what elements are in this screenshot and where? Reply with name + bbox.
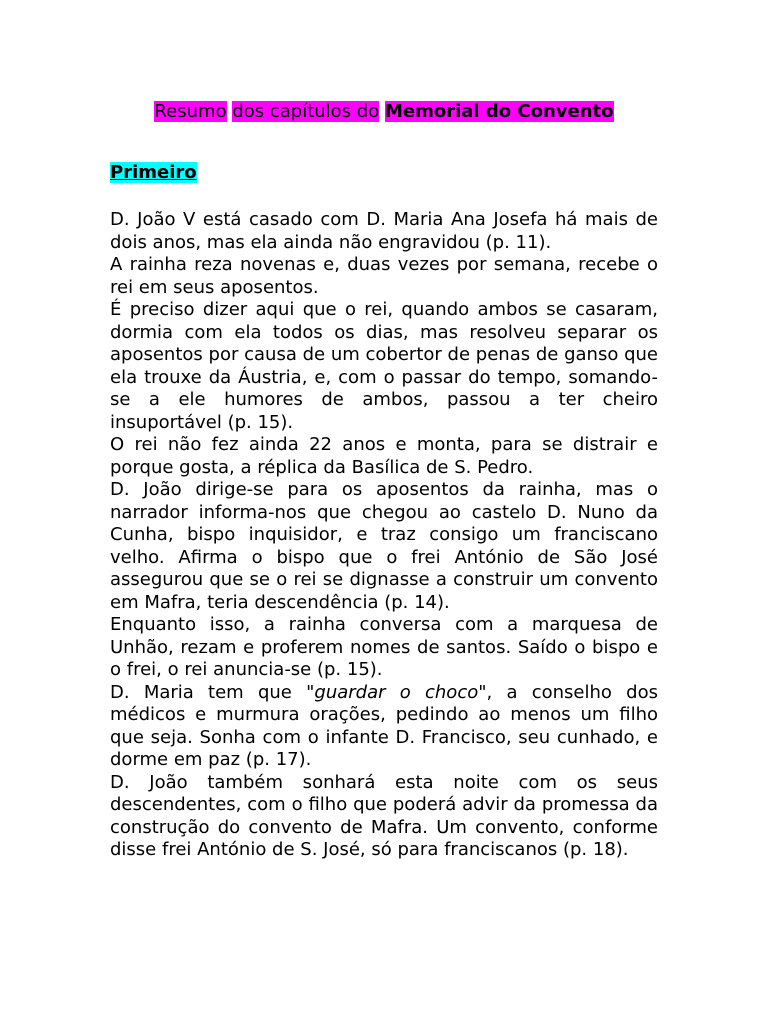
paragraph-4: O rei não fez ainda 22 anos e monta, para se distrair e porque gosta, a réplica da Basílica de S. Pedro. [110, 434, 658, 478]
paragraph-7-after: ", a conselho dos médicos e murmura orações, pedindo ao menos um filho que seja. Sonha com o infante D. Francisco, seu cunhado, e dorme em paz (p. 17). [110, 681, 658, 770]
document-page [110, 100, 658, 862]
paragraph-2: A rainha reza novenas e, duas vezes por semana, recebe o rei em seus aposentos. [110, 254, 658, 298]
title-book-name: Memorial do Convento [384, 101, 614, 122]
paragraph-7-italic-quote: guardar o choco [314, 681, 479, 703]
paragraph-5: D. João dirige-se para os aposentos da rainha, mas o narrador informa-nos que chegou ao castelo D. Nuno da Cunha, bispo inquisidor, e traz consigo um franciscano velho. Afirma o bispo que o frei António de São José assegurou que se o rei se dignasse a construir um convento em Mafra, teria descendência (p. 14). [110, 479, 658, 613]
title-prefix: dos capítulos do [232, 101, 380, 122]
paragraph-7-before: D. Maria tem que " [110, 681, 315, 703]
paragraph-1: D. João V está casado com D. Maria Ana Josefa há mais de dois anos, mas ela ainda não engravidou (p. 11). [110, 209, 658, 253]
section-heading-label: Primeiro [110, 162, 197, 183]
paragraph-3: É preciso dizer aqui que o rei, quando ambos se casaram, dormia com ela todos os dias, mas resolveu separar os aposentos por causa de um cobertor de penas de ganso que ela trouxe da Áustria, e, com o passar do tempo, somando-se a ele humores de ambos, passou a ter cheiro insuportável (p. 15). [110, 299, 658, 433]
title-word-resumo: Resumo [154, 101, 227, 122]
section-heading [110, 161, 658, 185]
summary-body [110, 209, 658, 862]
paragraph-6: Enquanto isso, a rainha conversa com a marquesa de Unhão, rezam e proferem nomes de santos. Saído o bispo e o frei, o rei anuncia-se (p. 15). [110, 614, 658, 680]
paragraph-7 [110, 682, 658, 772]
paragraph-8: D. João também sonhará esta noite com os seus descendentes, com o filho que poderá advir da promessa da construção do convento de Mafra. Um convento, conforme disse frei António de S. José, só para franciscanos (p. 18). [110, 771, 658, 860]
document-title [110, 100, 658, 124]
